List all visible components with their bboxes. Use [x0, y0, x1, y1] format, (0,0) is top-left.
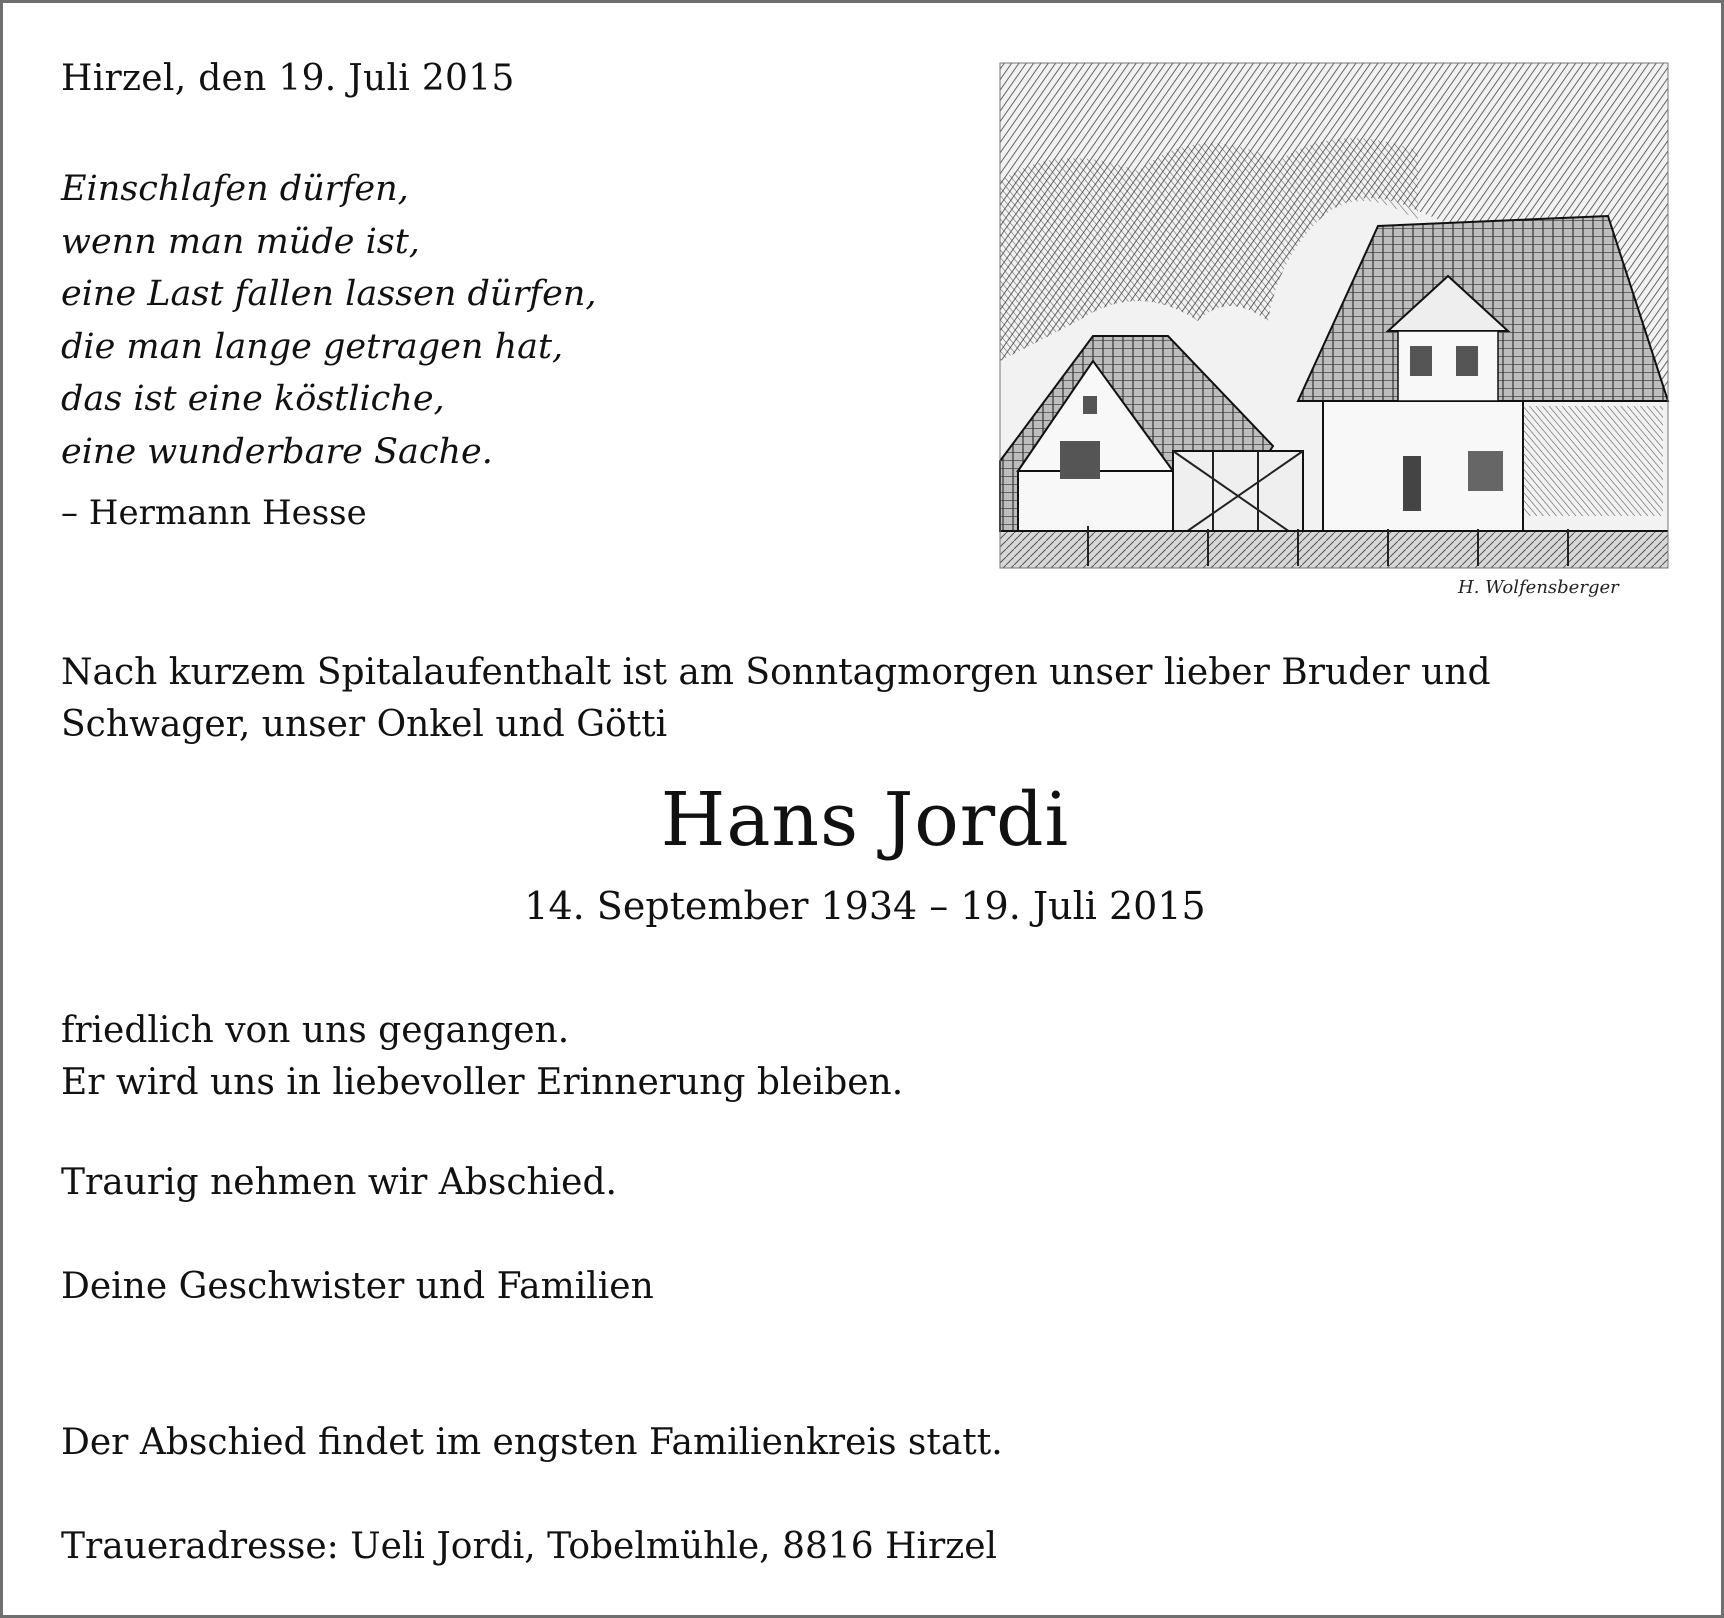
farmhouse-sketch-image [998, 61, 1681, 606]
intro-text [61, 647, 1491, 751]
deceased-name: Hans Jordi [660, 777, 1070, 863]
intro-line: Schwager, unser Onkel und Götti [61, 704, 668, 745]
signed-by: Deine Geschwister und Familien [61, 1266, 654, 1307]
poem-line: eine wunderbare Sache. [61, 431, 493, 472]
poem-line: Einschlafen dürfen, [61, 169, 409, 209]
passing-line: Er wird uns in liebevoller Erinnerung bleiben. [61, 1062, 904, 1103]
intro-line: Nach kurzem Spitalaufenthalt ist am Sonntagmorgen unser lieber Bruder und [61, 652, 1491, 693]
poem [61, 163, 597, 478]
farewell-text: Traurig nehmen wir Abschied. [61, 1162, 617, 1203]
poem-line: das ist eine köstliche, [61, 379, 445, 419]
place-date: Hirzel, den 19. Juli 2015 [61, 58, 515, 99]
svg-text:H. Wolfensberger: H. Wolfensberger [1458, 577, 1619, 598]
life-dates: 14. September 1934 – 19. Juli 2015 [524, 884, 1206, 928]
passing-text [61, 1005, 903, 1109]
poem-line: wenn man müde ist, [61, 221, 420, 262]
mourning-address: Traueradresse: Ueli Jordi, Tobelmühle, 8816 Hirzel [61, 1526, 998, 1567]
ceremony-info: Der Abschied findet im engsten Familienkreis statt. [61, 1422, 1003, 1463]
poem-line: die man lange getragen hat, [61, 326, 564, 367]
poem-author: – Hermann Hesse [61, 493, 367, 533]
poem-line: eine Last fallen lassen dürfen, [61, 274, 597, 314]
passing-line: friedlich von uns gegangen. [61, 1010, 570, 1051]
